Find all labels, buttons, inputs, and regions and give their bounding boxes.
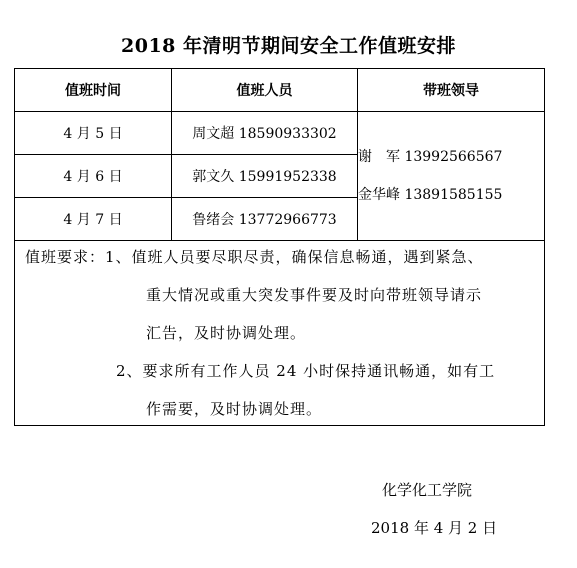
- table-row: [15, 112, 545, 155]
- requirement-line: 2、要求所有工作人员 24 小时保持通讯畅通，如有工: [116, 362, 496, 380]
- signature-date: 2018 年 4 月 2 日: [371, 519, 498, 537]
- shift-leaders-cell: [358, 112, 545, 241]
- duty-date: 4 月 7 日: [15, 198, 172, 241]
- requirements-text: [15, 241, 544, 425]
- header-shift-leader: 带班领导: [358, 69, 545, 112]
- requirement-line: 作需要，及时协调处理。: [146, 400, 323, 418]
- shift-leader: 谢 军 13992566567: [358, 149, 503, 165]
- requirements-row: [15, 241, 545, 426]
- document-title: 2018 年清明节期间安全工作值班安排: [121, 35, 456, 57]
- shift-leader: 金华峰 13891585155: [358, 187, 503, 203]
- requirements-cell: [15, 241, 545, 426]
- requirement-line: 值班要求：1、值班人员要尽职尽责，确保信息畅通，遇到紧急、: [25, 248, 484, 266]
- signature-org: 化学化工学院: [382, 481, 473, 499]
- duty-date: 4 月 5 日: [15, 112, 172, 155]
- header-duty-time: 值班时间: [15, 69, 172, 112]
- duty-date: 4 月 6 日: [15, 155, 172, 198]
- header-duty-staff: 值班人员: [172, 69, 358, 112]
- duty-person: 郭文久 15991952338: [172, 155, 358, 198]
- requirement-line: 重大情况或重大突发事件要及时向带班领导请示: [146, 286, 483, 304]
- table-header-row: [15, 69, 545, 112]
- requirement-line: 汇告，及时协调处理。: [146, 324, 307, 342]
- duty-person: 鲁绪会 13772966773: [172, 198, 358, 241]
- duty-schedule-table: [14, 68, 545, 426]
- duty-person: 周文超 18590933302: [172, 112, 358, 155]
